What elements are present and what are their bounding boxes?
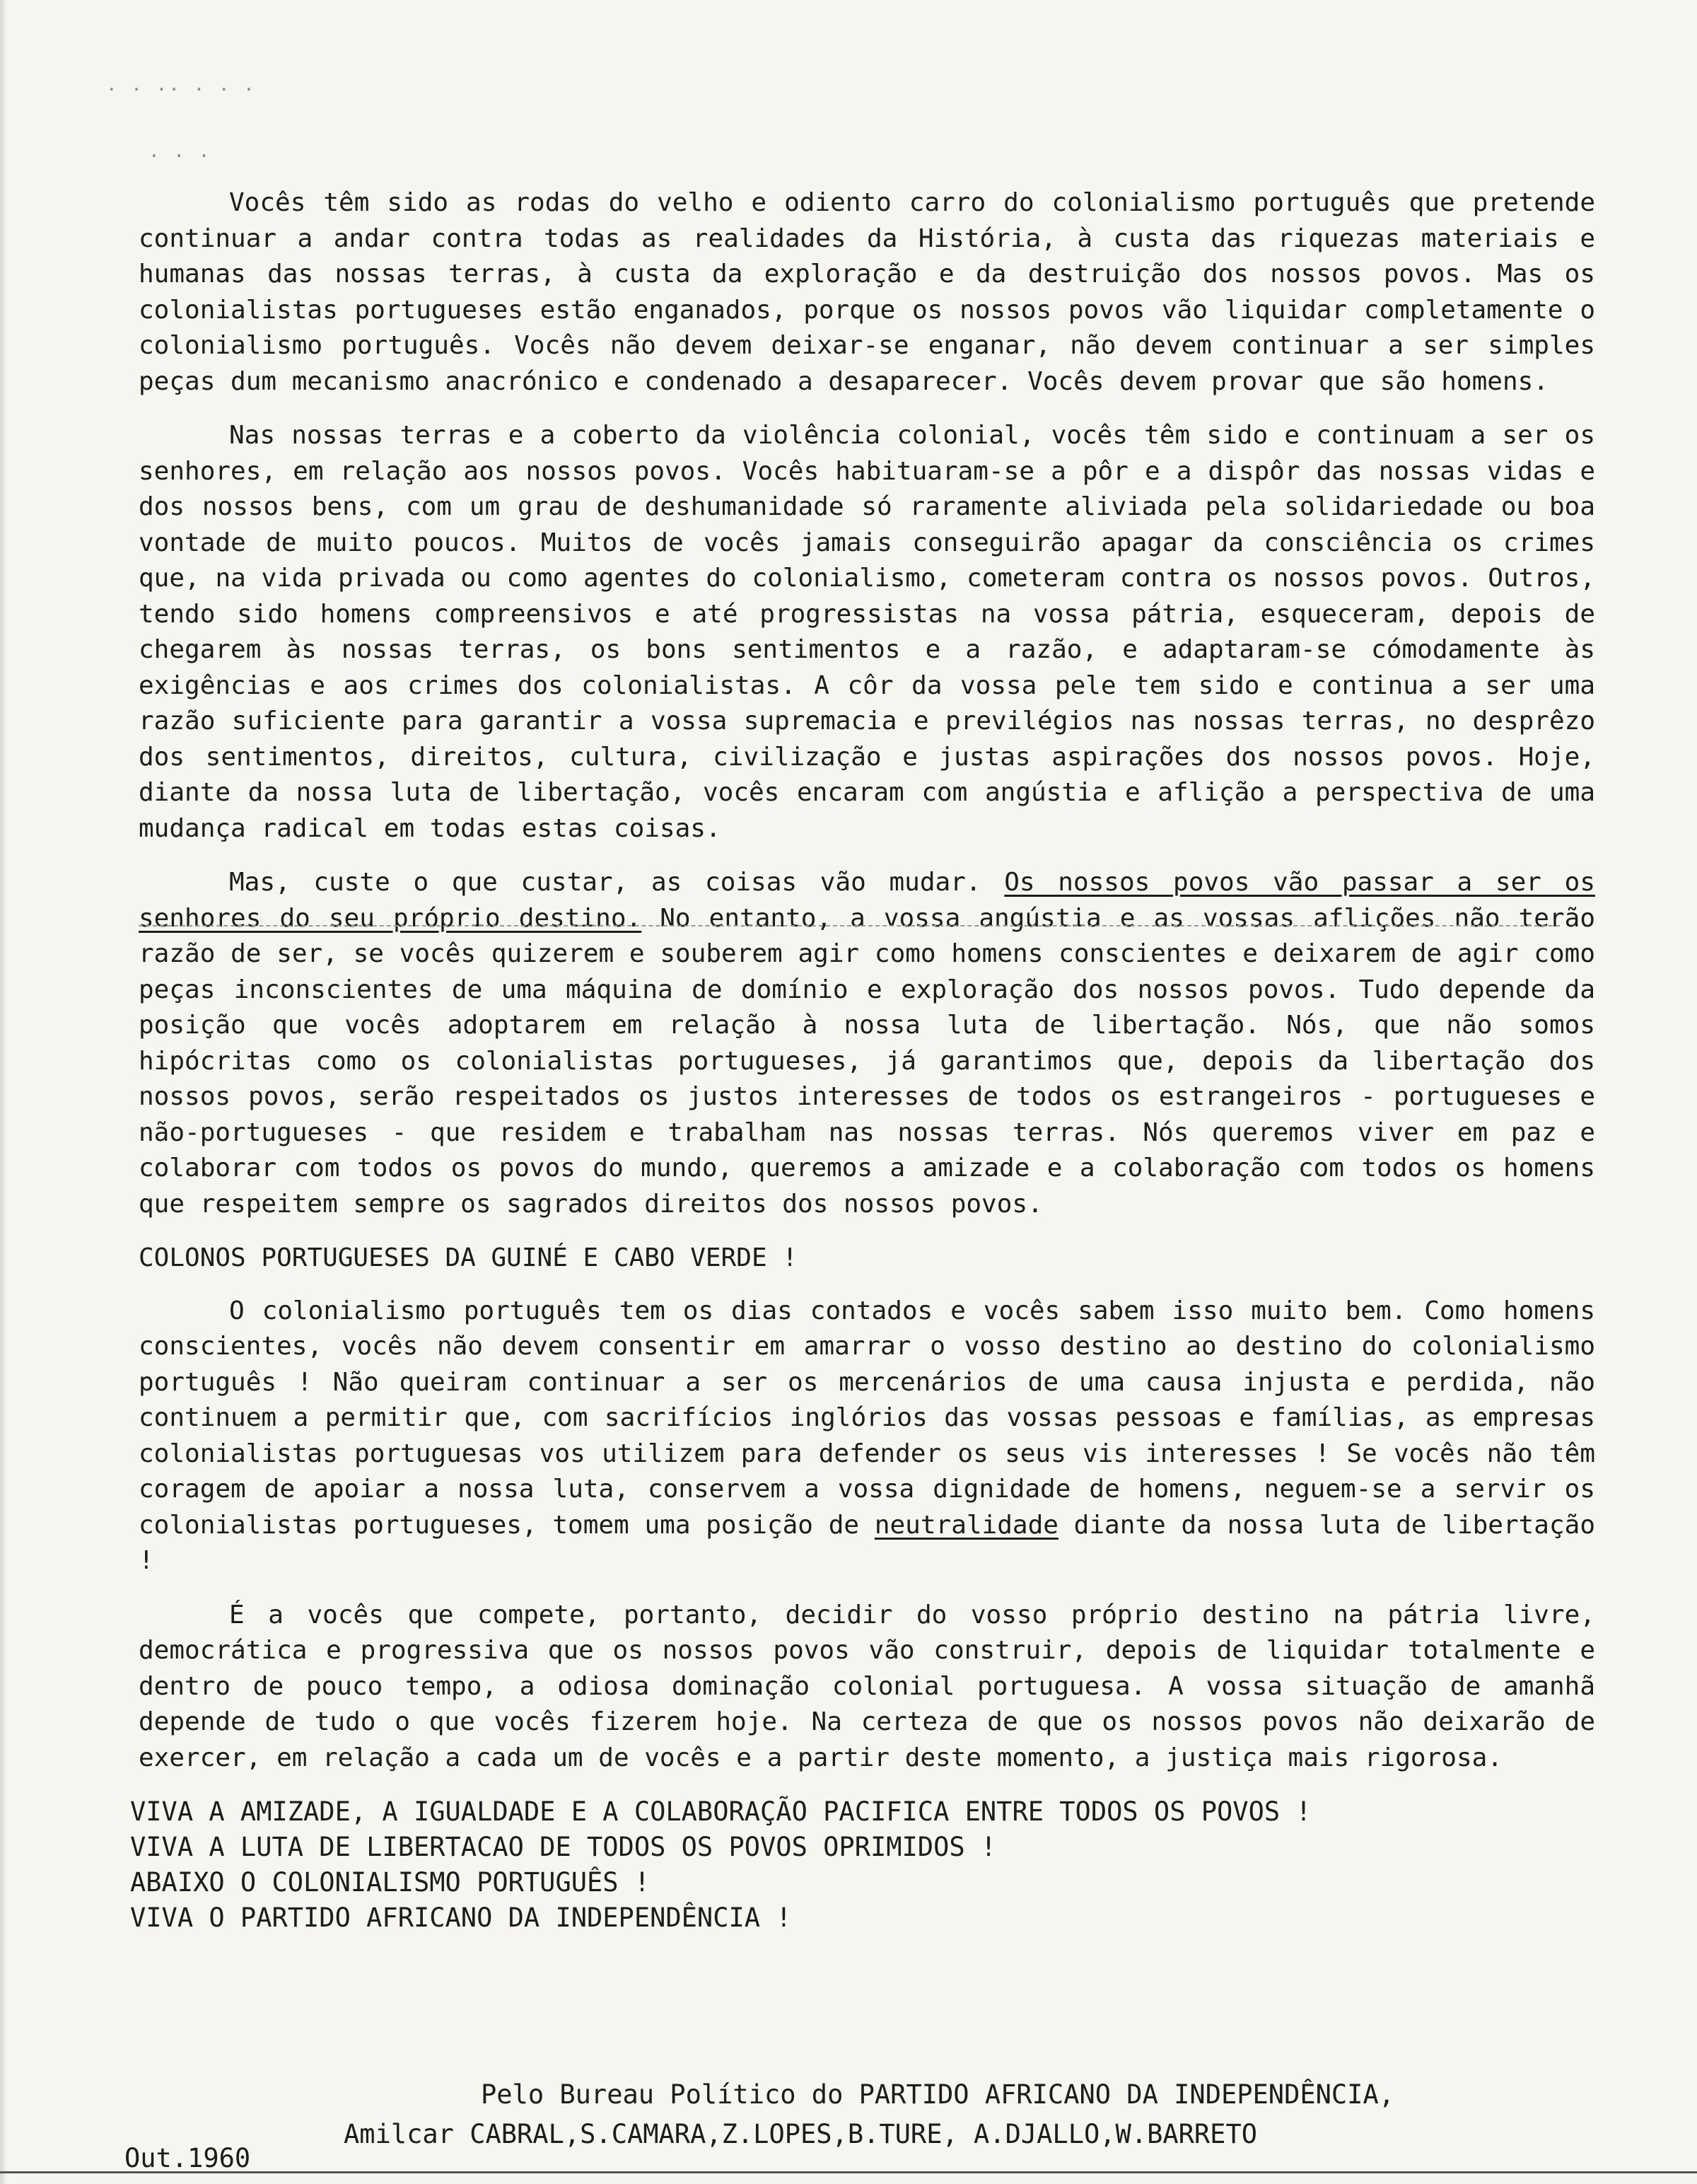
ink-smudge: · · ·· · · · xyxy=(106,79,256,100)
letter-body xyxy=(130,185,1596,1936)
slogan-friendship: VIVA A AMIZADE, A IGUALDADE E A COLABORAÇÃO PACIFICA ENTRE TODOS OS POVOS ! xyxy=(130,1796,1312,1827)
underlined-neutrality: neutralidade xyxy=(874,1510,1059,1540)
document-date: Out.1960 xyxy=(124,2143,251,2173)
slogan-down-colonialism: ABAIXO O COLONIALISMO PORTUGUÊS ! xyxy=(130,1867,651,1898)
paragraph-3-rest: No entanto, a vossa angústia e as vossas aflições não terão razão de ser, se vocês quizerem e souberem agir como homens conscientes e deixarem de agir como peças inconscientes de uma máquina de domínio e exploração dos nossos povos. Tudo depende da posição que vocês adoptarem em relação à nossa luta de libertação. Nós, que não somos hipócritas como os colonialistas portugueses, já garantimos que, depois da libertação dos nossos povos, serão respeitados os justos interesses de todos os estrangeiros - portugueses e não-portugueses - que residem e trabalham nas nossas terras. Nós queremos viver em paz e colaborar com todos os povos do mundo, queremos a amizade e a colaboração com todos os homens que respeitem sempre os sagrados direitos dos nossos povos. xyxy=(139,903,1596,1219)
paragraph-4-start: O colonialismo português tem os dias contados e vocês sabem isso muito bem. Como homens conscientes, vocês não devem consentir em amarrar o vosso destino ao destino do colonialismo português ! Não queiram continuar a ser os mercenários de uma causa injusta e perdida, não continuem a permitir que, com sacrifícios inglórios das vossas pessoas e famílias, as empresas colonialistas portuguesas vos utilizem para defender os seus vis interesses ! Se vocês não têm coragem de apoiar a nossa luta, conservem a vossa dignidade de homens, neguem-se a servir os colonialistas portugueses, tomem uma posição de xyxy=(139,1296,1595,1540)
signature-line-2: Amilcar CABRAL,S.CAMARA,Z.LOPES,B.TURE, A.DJALLO,W.BARRETO xyxy=(344,2119,1258,2149)
slogan-liberation: VIVA A LUTA DE LIBERTACAO DE TODOS OS POVOS OPRIMIDOS ! xyxy=(130,1832,997,1862)
paragraph-5: É a vocês que compete, portanto, decidir do vosso próprio destino na pátria livre, democrática e progressiva que os nossos povos vão construir, depois de liquidar totalmente e dentro de pouco tempo, a odiosa dominação colonial portuguesa. A vossa situação de amanhã depende de tudo o que vocês fizerem hoje. Na certeza de que os nossos povos não deixarão de exercer, em relação a cada um de vocês e a partir deste momento, a justiça mais rigorosa. xyxy=(139,1600,1595,1772)
paragraph-3-start: Mas, custe o que custar, as coisas vão mudar. xyxy=(229,868,1005,897)
paragraph-3 xyxy=(139,865,1595,1222)
paragraph-1: Vocês têm sido as rodas do velho e odiento carro do colonialismo português que pretende continuar a andar contra todas as realidades da História, à custa das riquezas materiais e humanas das nossas terras, à custa da exploração e da destruição dos nossos povos. Mas os colonialistas portugueses estão enganados, porque os nossos povos vão liquidar completamente o colonialismo português. Vocês não devem deixar-se enganar, não devem continuar a ser simples peças dum mecanismo anacrónico e condenado a desaparecer. Vocês devem provar que são homens. xyxy=(139,188,1595,396)
scan-fold-line xyxy=(139,925,1560,927)
ink-smudge: · · · xyxy=(148,146,211,167)
slogans-block xyxy=(130,1794,1595,1936)
slogan-party: VIVA O PARTIDO AFRICANO DA INDEPENDÊNCIA ! xyxy=(130,1903,792,1933)
colonists-heading: COLONOS PORTUGUESES DA GUINÉ E CABO VERDE ! xyxy=(139,1243,798,1272)
scan-edge-shadow xyxy=(0,0,7,2184)
bottom-border-line xyxy=(0,2171,1697,2173)
signature-line-1: Pelo Bureau Político do PARTIDO AFRICANO DA INDEPENDÊNCIA, xyxy=(481,2079,1395,2110)
paragraph-4-end: diante da nossa luta de libertação ! xyxy=(139,1510,1595,1575)
paragraph-2: Nas nossas terras e a coberto da violência colonial, vocês têm sido e continuam a ser os senhores, em relação aos nossos povos. Vocês habituaram-se a pôr e a dispôr das nossas vidas e dos nossos bens, com um grau de deshumanidade só raramente aliviada pela solidariedade ou boa vontade de muito poucos. Muitos de vocês jamais conseguirão apagar da consciência os crimes que, na vida privada ou como agentes do colonialismo, cometeram contra os nossos povos. Outros, tendo sido homens compreensivos e até progressistas na vossa pátria, esqueceram, depois de chegarem às nossas terras, os bons sentimentos e a razão, e adaptaram-se cómodamente às exigências e aos crimes dos colonialistas. A côr da vossa pele tem sido e continua a ser uma razão suficiente para garantir a vossa supremacia e previlégios nas nossas terras, no desprêzo dos sentimentos, direitos, cultura, civilização e justas aspirações dos nossos povos. Hoje, diante da nossa luta de libertação, vocês encaram com angústia e aflição a perspectiva de uma mudança radical em todas estas coisas. xyxy=(139,421,1595,843)
paragraph-4 xyxy=(139,1294,1595,1579)
underlined-destiny-sentence: Os nossos povos vão passar a ser os senhores do seu próprio destino. xyxy=(139,868,1595,933)
